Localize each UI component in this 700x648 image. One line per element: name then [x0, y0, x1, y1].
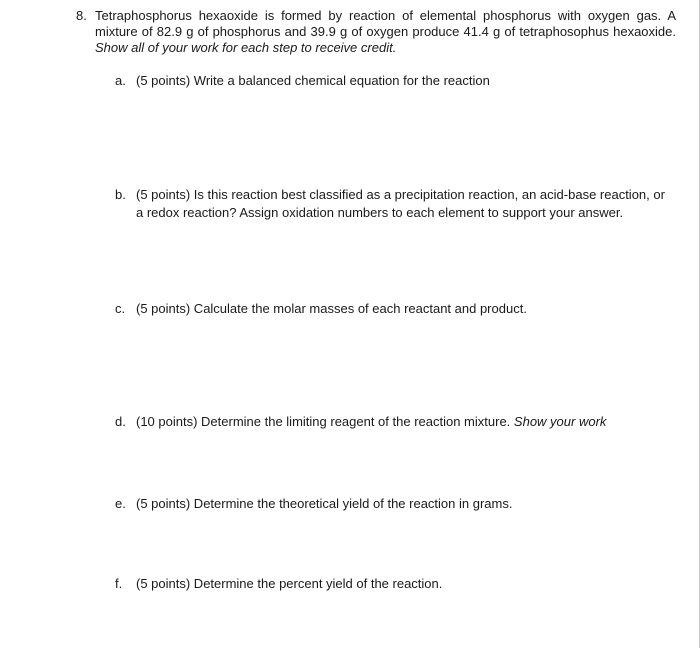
part-b [115, 186, 675, 222]
part-prompt: (5 points) Write a balanced chemical equation for the reaction [136, 73, 490, 88]
part-letter: a. [115, 73, 126, 88]
question-prompt: Tetraphosphorus hexaoxide is formed by reaction of elemental phosphorus with oxygen gas. A mixture of 82.9 g of phosphorus and 39.9 g of oxygen produce 41.4 g of tetraphosophus hexaoxide. [95, 8, 676, 39]
part-f [115, 575, 675, 593]
question-number: 8. [76, 8, 87, 23]
part-prompt: (5 points) Determine the theoretical yield of the reaction in grams. [136, 496, 513, 511]
part-emphasis: Show your work [513, 414, 607, 429]
question-instruction: Show all of your work for each step to receive credit. [95, 40, 397, 55]
part-prompt: (5 points) Is this reaction best classified as a precipitation reaction, an acid-base reaction, or a redox reaction? Assign oxidation numbers to each element to support your answer. [136, 187, 665, 220]
part-text [136, 300, 675, 318]
part-prompt: (5 points) Determine the percent yield of the reaction. [136, 576, 443, 591]
part-text [136, 575, 675, 593]
part-d [115, 413, 675, 431]
part-letter: b. [115, 187, 126, 202]
question-8 [76, 8, 676, 56]
part-text [136, 72, 675, 90]
question-text [95, 8, 676, 56]
part-text [136, 413, 675, 431]
part-prompt: (10 points) Determine the limiting reagent of the reaction mixture. [136, 414, 511, 429]
part-letter: f. [115, 576, 123, 591]
part-text [136, 495, 675, 513]
part-a [115, 72, 675, 90]
part-c [115, 300, 675, 318]
part-prompt: (5 points) Calculate the molar masses of each reactant and product. [136, 301, 527, 316]
part-letter: c. [115, 301, 126, 316]
part-text [136, 186, 675, 222]
part-letter: e. [115, 496, 126, 511]
part-e [115, 495, 675, 513]
part-letter: d. [115, 414, 126, 429]
